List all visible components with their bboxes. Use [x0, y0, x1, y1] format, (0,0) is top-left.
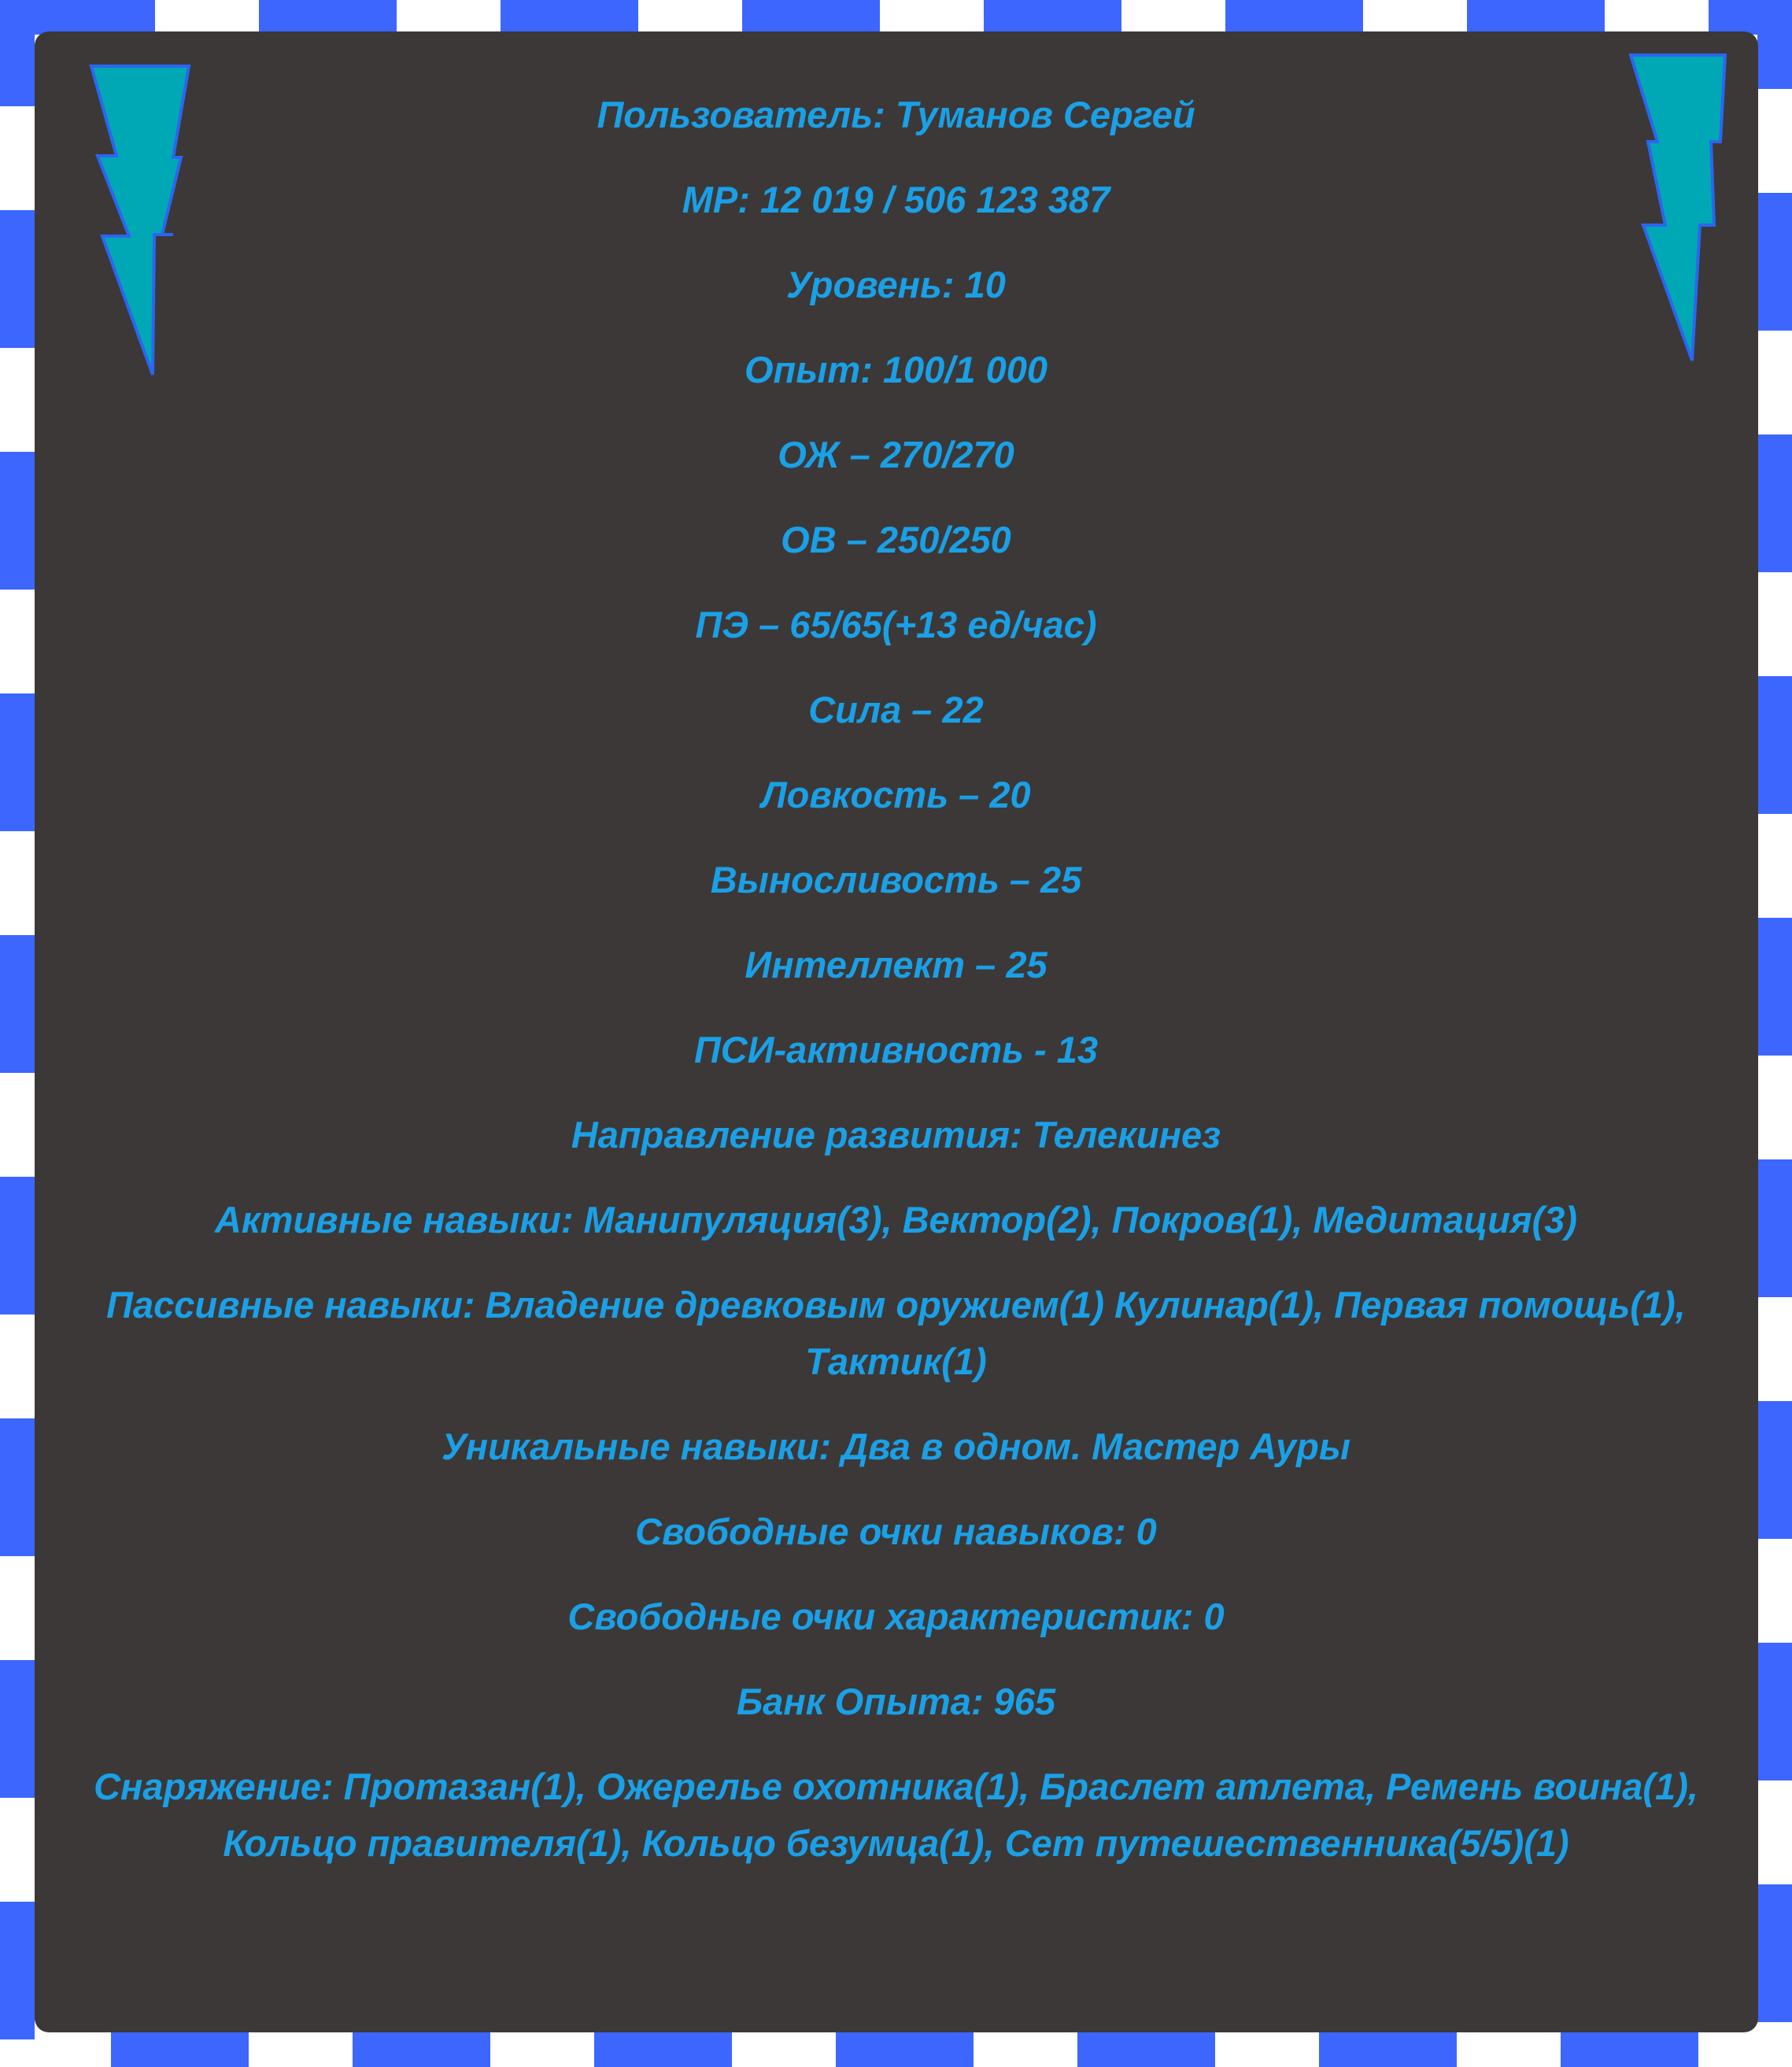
stat-free-skill-points: Свободные очки навыков: 0 [635, 1510, 1157, 1552]
stat-experience-bank: Банк Опыта: 965 [736, 1681, 1056, 1722]
stat-health: ОЖ – 270/270 [778, 434, 1014, 475]
stat-intellect: Интеллект – 25 [745, 944, 1047, 985]
stat-development-direction: Направление развития: Телекинез [571, 1114, 1221, 1156]
character-stats-list [71, 87, 1721, 1900]
stat-level: Уровень: 10 [786, 264, 1006, 305]
stat-active-skills: Активные навыки: Манипуляция(3), Вектор(2), Покров(1), Медитация(3) [214, 1199, 1578, 1241]
stat-endurance: Выносливость – 25 [710, 859, 1082, 900]
stat-ov: ОВ – 250/250 [781, 519, 1011, 560]
stat-passive-skills: Пассивные навыки: Владение древковым оружием(1) Кулинар(1), Первая помощь(1), Тактик(1) [106, 1284, 1686, 1382]
stat-unique-skills: Уникальные навыки: Два в одном. Мастер Ауры [442, 1425, 1350, 1467]
stat-mp: MP: 12 019 / 506 123 387 [682, 179, 1110, 220]
stat-strength: Сила – 22 [808, 689, 984, 730]
stat-agility: Ловкость – 20 [761, 774, 1031, 815]
stat-psi-activity: ПСИ-активность - 13 [693, 1029, 1099, 1070]
stat-free-attribute-points: Свободные очки характеристик: 0 [567, 1596, 1225, 1637]
stat-equipment: Снаряжение: Протазан(1), Ожерелье охотника(1), Браслет атлета, Ремень воина(1), Кольцо правителя(1), Кольцо безумца(1), Сет путешественника(5/5)(1) [94, 1766, 1698, 1864]
stat-user: Пользователь: Туманов Сергей [597, 94, 1195, 135]
stat-energy: ПЭ – 65/65(+13 ед/час) [695, 604, 1097, 645]
stat-experience: Опыт: 100/1 000 [745, 349, 1047, 390]
